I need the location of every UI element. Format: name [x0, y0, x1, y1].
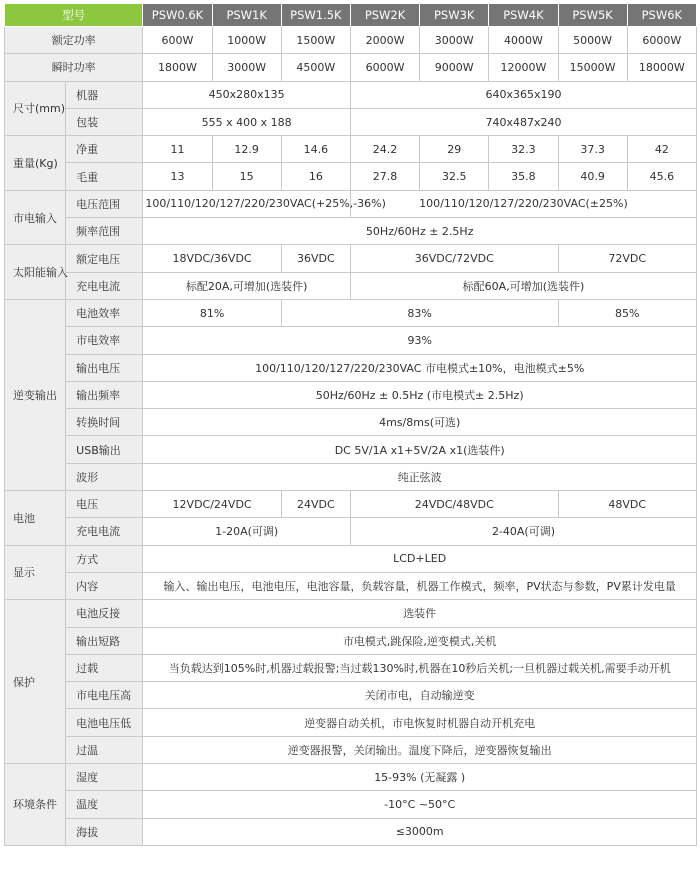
table-cell: 85% [558, 299, 696, 326]
table-cell: 选装件 [143, 600, 697, 627]
table-cell: 输入、输出电压，电池电压，电池容量，负载容量，机器工作模式，频率，PV状态与参数，PV累计发电量 [143, 572, 697, 599]
table-cell: 12.9 [212, 136, 281, 163]
battery-volt-label: 电压 [66, 491, 143, 518]
model-psw5k: PSW5K [558, 4, 627, 27]
table-cell: 15000W [558, 54, 627, 81]
table-cell: 24VDC/48VDC [350, 491, 558, 518]
table-cell: 6000W [627, 27, 696, 54]
waveform-label: 波形 [66, 463, 143, 490]
table-cell: 标配20A,可增加(选装件) [143, 272, 351, 299]
model-psw06k: PSW0.6K [143, 4, 212, 27]
weight-gross-label: 毛重 [66, 163, 143, 190]
overload-label: 过载 [66, 654, 143, 681]
display-group: 显示 [5, 545, 66, 600]
rated-power-row [5, 27, 697, 54]
table-cell: 当负载达到105%时,机器过载报警;当过载130%时,机器在10秒后关机;一旦机器过载关机,需要手动开机 [143, 654, 697, 681]
out-volt-row [5, 354, 697, 381]
table-cell: 36VDC [281, 245, 350, 272]
table-cell: 18VDC/36VDC [143, 245, 281, 272]
overtemp-row [5, 736, 697, 763]
table-cell: 100/110/120/127/220/230VAC 市电模式±10%，电池模式±5% [143, 354, 697, 381]
display-mode-row [5, 545, 697, 572]
table-cell: 关闭市电，自动输逆变 [143, 682, 697, 709]
weight-net-row [5, 136, 697, 163]
size-package-label: 包装 [66, 108, 143, 135]
table-cell: 100/110/120/127/220/230VAC(+25%,-36%) [143, 190, 351, 217]
table-cell: 13 [143, 163, 212, 190]
table-cell: 6000W [350, 54, 419, 81]
table-cell: 45.6 [627, 163, 696, 190]
battery-charge-row [5, 518, 697, 545]
solar-input-group: 太阳能输入 [5, 245, 66, 300]
table-cell: 纯正弦波 [143, 463, 697, 490]
table-cell: 81% [143, 299, 281, 326]
table-cell: 3000W [212, 54, 281, 81]
table-cell: 1800W [143, 54, 212, 81]
switch-time-label: 转换时间 [66, 409, 143, 436]
model-psw1k: PSW1K [212, 4, 281, 27]
table-cell: -10°C ~50°C [143, 791, 697, 818]
peak-power-row [5, 54, 697, 81]
table-cell: 逆变器报警，关闭输出。温度下降后，逆变器恢复输出 [143, 736, 697, 763]
table-cell: 42 [627, 136, 696, 163]
table-cell: 40.9 [558, 163, 627, 190]
solar-current-row [5, 272, 697, 299]
table-cell: 14.6 [281, 136, 350, 163]
batt-eff-row [5, 299, 697, 326]
model-psw3k: PSW3K [420, 4, 489, 27]
table-cell: 24VDC [281, 491, 350, 518]
batt-low-row [5, 709, 697, 736]
size-machine-row [5, 81, 697, 108]
protection-group: 保护 [5, 600, 66, 764]
table-cell: 32.5 [420, 163, 489, 190]
reverse-row [5, 600, 697, 627]
table-cell: 1500W [281, 27, 350, 54]
model-psw2k: PSW2K [350, 4, 419, 27]
reverse-label: 电池反接 [66, 600, 143, 627]
table-cell: 15-93% (无凝露 ) [143, 764, 697, 791]
model-header: 型号 [5, 4, 143, 27]
table-cell: 9000W [420, 54, 489, 81]
out-freq-row [5, 381, 697, 408]
out-freq-label: 输出频率 [66, 381, 143, 408]
out-volt-label: 输出电压 [66, 354, 143, 381]
table-cell: 27.8 [350, 163, 419, 190]
table-cell: 35.8 [489, 163, 558, 190]
table-cell: 逆变器自动关机，市电恢复时机器自动开机充电 [143, 709, 697, 736]
table-cell: 3000W [420, 27, 489, 54]
usb-label: USB输出 [66, 436, 143, 463]
table-cell: 50Hz/60Hz ± 2.5Hz [143, 218, 697, 245]
table-cell: 72VDC [558, 245, 696, 272]
weight-gross-row [5, 163, 697, 190]
header-row [5, 4, 697, 27]
table-cell: 12000W [489, 54, 558, 81]
weight-net-label: 净重 [66, 136, 143, 163]
mains-voltage-label: 电压范围 [66, 190, 143, 217]
table-cell: 市电模式,跳保险,逆变模式,关机 [143, 627, 697, 654]
table-cell: 450x280x135 [143, 81, 351, 108]
table-cell: 1000W [212, 27, 281, 54]
mains-eff-label: 市电效率 [66, 327, 143, 354]
size-group: 尺寸(mm) [5, 81, 66, 136]
table-cell: 1-20A(可调) [143, 518, 351, 545]
table-cell: 18000W [627, 54, 696, 81]
table-cell: 48VDC [558, 491, 696, 518]
mains-freq-row [5, 218, 697, 245]
table-cell: 24.2 [350, 136, 419, 163]
table-cell: 2000W [350, 27, 419, 54]
peak-power-label: 瞬时功率 [5, 54, 143, 81]
mains-voltage-row [5, 190, 697, 217]
size-package-row [5, 108, 697, 135]
table-cell: ≤3000m [143, 818, 697, 845]
table-cell: 11 [143, 136, 212, 163]
solar-rated-label: 额定电压 [66, 245, 143, 272]
display-mode-label: 方式 [66, 545, 143, 572]
inverter-output-group: 逆变输出 [5, 299, 66, 490]
table-cell: DC 5V/1A x1+5V/2A x1(选装件) [143, 436, 697, 463]
display-content-label: 内容 [66, 572, 143, 599]
table-cell: 600W [143, 27, 212, 54]
battery-charge-label: 充电电流 [66, 518, 143, 545]
table-cell: 100/110/120/127/220/230VAC(±25%) [350, 190, 696, 217]
table-cell: 4500W [281, 54, 350, 81]
spec-table [4, 3, 697, 846]
humidity-label: 湿度 [66, 764, 143, 791]
altitude-label: 海拔 [66, 818, 143, 845]
environment-group: 环境条件 [5, 764, 66, 846]
battery-group: 电池 [5, 491, 66, 546]
model-psw6k: PSW6K [627, 4, 696, 27]
table-cell: 36VDC/72VDC [350, 245, 558, 272]
weight-group: 重量(Kg) [5, 136, 66, 191]
humidity-row [5, 764, 697, 791]
usb-row [5, 436, 697, 463]
temperature-label: 温度 [66, 791, 143, 818]
rated-power-label: 额定功率 [5, 27, 143, 54]
table-cell: 15 [212, 163, 281, 190]
altitude-row [5, 818, 697, 845]
battery-volt-row [5, 491, 697, 518]
table-cell: 740x487x240 [350, 108, 696, 135]
table-cell: 12VDC/24VDC [143, 491, 281, 518]
table-cell: 93% [143, 327, 697, 354]
table-cell: 4ms/8ms(可选) [143, 409, 697, 436]
batt-low-label: 电池电压低 [66, 709, 143, 736]
model-psw15k: PSW1.5K [281, 4, 350, 27]
table-cell: LCD+LED [143, 545, 697, 572]
solar-rated-row [5, 245, 697, 272]
display-content-row [5, 572, 697, 599]
short-row [5, 627, 697, 654]
table-cell: 4000W [489, 27, 558, 54]
table-cell: 16 [281, 163, 350, 190]
short-label: 输出短路 [66, 627, 143, 654]
table-cell: 37.3 [558, 136, 627, 163]
table-cell: 640x365x190 [350, 81, 696, 108]
temperature-row [5, 791, 697, 818]
solar-current-label: 充电电流 [66, 272, 143, 299]
overload-row [5, 654, 697, 681]
switch-time-row [5, 409, 697, 436]
mains-high-label: 市电电压高 [66, 682, 143, 709]
table-cell: 29 [420, 136, 489, 163]
table-cell: 5000W [558, 27, 627, 54]
table-cell: 标配60A,可增加(选装件) [350, 272, 696, 299]
table-cell: 50Hz/60Hz ± 0.5Hz (市电模式± 2.5Hz) [143, 381, 697, 408]
mains-input-group: 市电输入 [5, 190, 66, 245]
mains-high-row [5, 682, 697, 709]
mains-freq-label: 频率范围 [66, 218, 143, 245]
mains-eff-row [5, 327, 697, 354]
table-cell: 83% [281, 299, 558, 326]
model-psw4k: PSW4K [489, 4, 558, 27]
size-machine-label: 机器 [66, 81, 143, 108]
overtemp-label: 过温 [66, 736, 143, 763]
table-cell: 2-40A(可调) [350, 518, 696, 545]
table-cell: 555 x 400 x 188 [143, 108, 351, 135]
waveform-row [5, 463, 697, 490]
batt-eff-label: 电池效率 [66, 299, 143, 326]
table-cell: 32.3 [489, 136, 558, 163]
